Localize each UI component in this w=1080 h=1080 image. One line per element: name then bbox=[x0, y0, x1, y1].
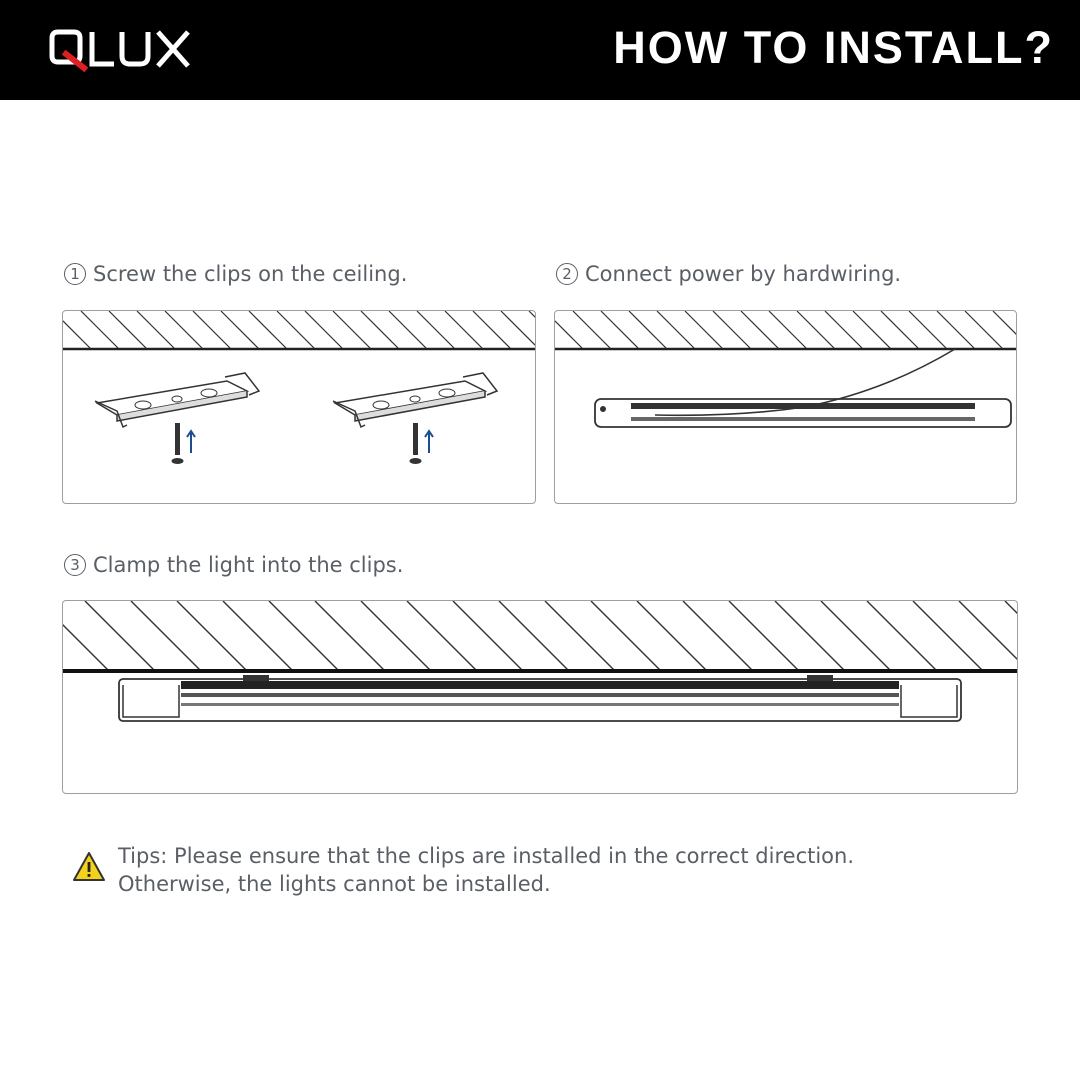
step-2-number: 2 bbox=[556, 263, 578, 285]
hatch-line bbox=[109, 311, 147, 349]
hatch-line bbox=[407, 601, 477, 671]
hatch-line bbox=[315, 601, 385, 671]
header-bar bbox=[0, 0, 1080, 100]
hatch-line bbox=[629, 311, 667, 349]
hatch-line bbox=[775, 601, 845, 671]
hatch-line bbox=[959, 601, 1018, 671]
hatch-line bbox=[305, 311, 343, 349]
step-1-illustration bbox=[62, 310, 536, 504]
hatch-line bbox=[417, 311, 455, 349]
hatch-line bbox=[657, 311, 695, 349]
step-3-number: 3 bbox=[64, 554, 86, 576]
hatch-line bbox=[769, 311, 807, 349]
hatch-line bbox=[821, 601, 891, 671]
hatch-line bbox=[223, 601, 293, 671]
hatch-line bbox=[713, 311, 751, 349]
tips-line-1: Tips: Please ensure that the clips are installed in the correct direction. bbox=[118, 844, 855, 868]
hatch-line bbox=[361, 601, 431, 671]
hatch-line bbox=[85, 601, 155, 671]
light-fixture bbox=[119, 675, 961, 721]
hatch-line bbox=[361, 311, 399, 349]
hatch-line bbox=[445, 311, 483, 349]
ceiling-hatch bbox=[555, 311, 1017, 349]
tips-line-2: Otherwise, the lights cannot be installed. bbox=[118, 872, 551, 896]
hatch-line bbox=[965, 311, 1003, 349]
hatch-line bbox=[453, 601, 523, 671]
hatch-line bbox=[913, 601, 983, 671]
ceiling-hatch bbox=[63, 311, 536, 349]
hatch-line bbox=[131, 601, 201, 671]
warning-triangle-icon bbox=[72, 850, 106, 884]
screw-icon bbox=[172, 423, 196, 464]
hatch-line bbox=[545, 601, 615, 671]
hatch-line bbox=[683, 601, 753, 671]
hatch-line bbox=[165, 311, 203, 349]
hatch-line bbox=[137, 311, 175, 349]
step-1-number: 1 bbox=[64, 263, 86, 285]
mounting-clip bbox=[95, 373, 259, 427]
screw-icon bbox=[410, 423, 434, 464]
step-2-text: Connect power by hardwiring. bbox=[585, 262, 902, 286]
hatch-line bbox=[389, 311, 427, 349]
page-title: HOW TO INSTALL? bbox=[613, 22, 1054, 73]
hatch-line bbox=[591, 601, 661, 671]
ceiling-hatch bbox=[63, 601, 1018, 671]
step-1-label bbox=[64, 262, 407, 286]
step-1-text: Screw the clips on the ceiling. bbox=[93, 262, 408, 286]
hatch-line bbox=[741, 311, 779, 349]
hatch-line bbox=[249, 311, 287, 349]
hatch-line bbox=[333, 311, 371, 349]
hatch-line bbox=[573, 311, 611, 349]
hatch-line bbox=[63, 601, 109, 671]
hatch-line bbox=[221, 311, 259, 349]
hatch-line bbox=[601, 311, 639, 349]
hatch-line bbox=[867, 601, 937, 671]
tips-note bbox=[72, 842, 854, 898]
hatch-line bbox=[729, 601, 799, 671]
hatch-line bbox=[881, 311, 919, 349]
hatch-line bbox=[685, 311, 723, 349]
hatch-line bbox=[177, 601, 247, 671]
hatch-line bbox=[937, 311, 975, 349]
hatch-line bbox=[269, 601, 339, 671]
hatch-line bbox=[501, 311, 536, 349]
hatch-line bbox=[1005, 601, 1018, 671]
step-3-text: Clamp the light into the clips. bbox=[93, 553, 404, 577]
hatch-line bbox=[797, 311, 835, 349]
hatch-line bbox=[277, 311, 315, 349]
hatch-line bbox=[909, 311, 947, 349]
hatch-line bbox=[853, 311, 891, 349]
brand-logo bbox=[48, 26, 198, 76]
hatch-line bbox=[473, 311, 511, 349]
hatch-line bbox=[499, 601, 569, 671]
tips-text bbox=[118, 842, 854, 898]
light-fixture bbox=[595, 399, 1011, 427]
mounting-clip bbox=[333, 373, 497, 427]
hatch-line bbox=[637, 601, 707, 671]
hatch-line bbox=[825, 311, 863, 349]
step-3-illustration bbox=[62, 600, 1018, 794]
step-2-label bbox=[556, 262, 901, 286]
hatch-line bbox=[81, 311, 119, 349]
step-3-label bbox=[64, 553, 403, 577]
step-2-illustration bbox=[554, 310, 1017, 504]
hatch-line bbox=[193, 311, 231, 349]
